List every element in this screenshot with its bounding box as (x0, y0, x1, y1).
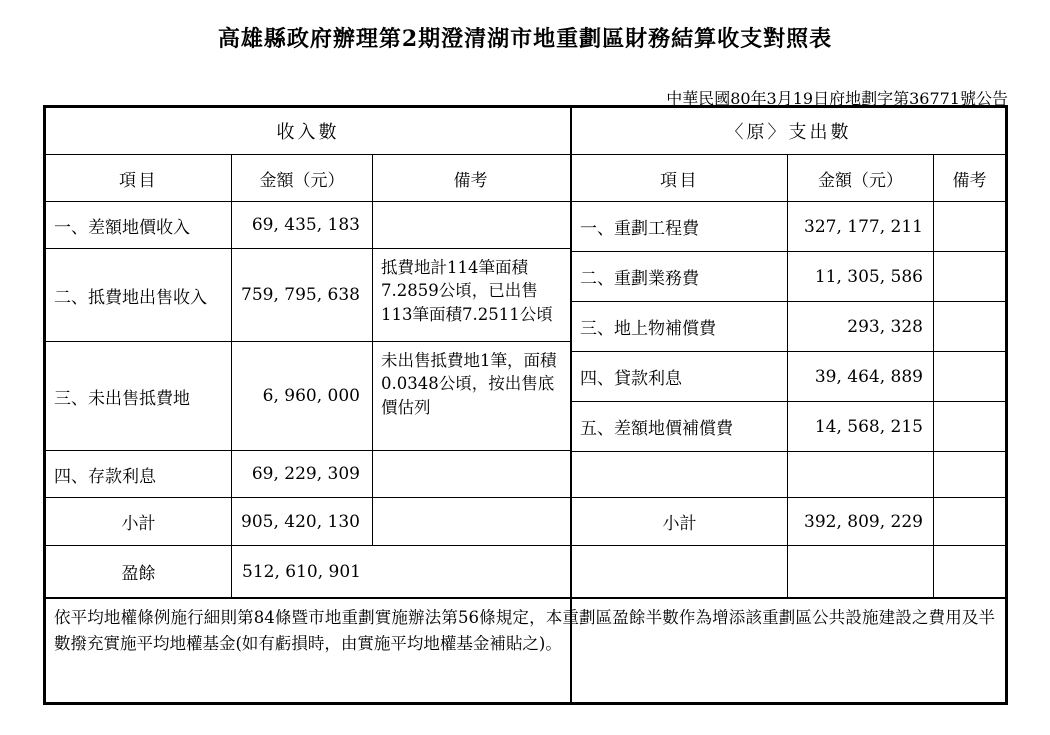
expenditure-trailing-item (572, 546, 788, 597)
income-item-2: 二、抵費地出售收入 (46, 249, 232, 341)
expenditure-trailing-row (572, 546, 1005, 598)
expenditure-subtotal-amount: 392, 809, 229 (788, 498, 934, 545)
expenditure-item-4: 四、貸款利息 (572, 352, 788, 401)
income-subtotal-amount: 905, 420, 130 (232, 498, 373, 545)
table-row (46, 342, 570, 451)
income-subtotal-label: 小計 (46, 498, 232, 545)
income-col-amount: 金額（元） (232, 155, 373, 201)
expenditure-amount-5: 14, 568, 215 (788, 402, 934, 451)
expenditure-band-header: 〈原〉支出數 (725, 122, 852, 143)
expenditure-blank-row (572, 452, 1005, 498)
expenditure-band-header-row (572, 108, 1005, 155)
table-row (572, 352, 1005, 402)
footnote-cell (46, 598, 1005, 702)
expenditure-blank-amount (788, 452, 934, 497)
expenditure-subtotal-row (572, 498, 1005, 546)
expenditure-amount-4: 39, 464, 889 (788, 352, 934, 401)
expenditure-amount-3: 293, 328 (788, 302, 934, 351)
expenditure-amount-2: 11, 305, 586 (788, 252, 934, 301)
table-row (572, 202, 1005, 252)
expenditure-remark-5 (934, 402, 1005, 451)
income-amount-4: 69, 229, 309 (232, 451, 373, 497)
expenditure-column-header-row (572, 155, 1005, 202)
income-col-remark: 備考 (453, 170, 488, 191)
income-remark-2 (373, 249, 568, 341)
table-row (46, 451, 570, 498)
expenditure-col-amount: 金額（元） (788, 155, 934, 201)
income-remark-3 (373, 342, 568, 450)
income-amount-3: 6, 960, 000 (232, 342, 373, 450)
expenditure-col-item: 項目 (572, 155, 788, 201)
income-item-1: 一、差額地價收入 (46, 202, 232, 248)
surplus-amount: 512, 610, 901 (242, 561, 361, 582)
expenditure-subtotal-remark (934, 498, 1005, 545)
expenditure-trailing-amount (788, 546, 934, 597)
expenditure-trailing-remark (934, 546, 1005, 597)
income-amount-2: 759, 795, 638 (232, 249, 373, 341)
table-row (46, 249, 570, 342)
income-subtotal-row (46, 498, 570, 546)
income-column-header-row (46, 155, 570, 202)
expenditure-item-3: 三、地上物補償費 (572, 302, 788, 351)
income-subtotal-remark (373, 498, 568, 545)
expenditure-remark-2 (934, 252, 1005, 301)
income-band-header-row (46, 108, 570, 155)
expenditure-remark-3 (934, 302, 1005, 351)
expenditure-col-remark: 備考 (952, 170, 987, 191)
expenditure-blank-item (572, 452, 788, 497)
expenditure-item-5: 五、差額地價補償費 (572, 402, 788, 451)
income-item-3: 三、未出售抵費地 (46, 342, 232, 450)
income-remark-4 (373, 451, 568, 497)
expenditure-amount-1: 327, 177, 211 (788, 202, 934, 251)
table-row (572, 302, 1005, 352)
surplus-label: 盈餘 (46, 546, 232, 597)
income-col-item: 項目 (46, 155, 232, 201)
income-band-header: 收入數 (276, 122, 340, 143)
expenditure-subtotal-label: 小計 (572, 498, 788, 545)
income-amount-1: 69, 435, 183 (232, 202, 373, 248)
expenditure-item-2: 二、重劃業務費 (572, 252, 788, 301)
expenditure-remark-4 (934, 352, 1005, 401)
income-remark-3-text: 未出售抵費地1筆，面積0.0348公頃，按出售底價估列 (381, 351, 557, 417)
page-title: 高雄縣政府辦理第2期澄清湖市地重劃區財務結算收支對照表 (217, 26, 833, 52)
financial-settlement-table (43, 105, 1008, 705)
income-item-4: 四、存款利息 (46, 451, 232, 497)
expenditure-blank-remark (934, 452, 1005, 497)
income-remark-1 (373, 202, 568, 248)
expenditure-item-1: 一、重劃工程費 (572, 202, 788, 251)
expenditure-remark-1 (934, 202, 1005, 251)
footnote-text: 依平均地權條例施行細則第84條暨市地重劃實施辦法第56條規定，本重劃區盈餘半數作為增添該重劃區公共設施建設之費用及半數撥充實施平均地權基金(如有虧損時，由實施平均地權基金補貼之)。 (54, 608, 995, 653)
table-row (572, 402, 1005, 452)
surplus-row (46, 546, 570, 598)
table-row (46, 202, 570, 249)
table-row (572, 252, 1005, 302)
announcement-line: 中華民國80年3月19日府地劃字第36771號公告 (666, 89, 1008, 108)
income-remark-2-text: 抵費地計114筆面積7.2859公頃，已出售113筆面積7.2511公頃 (381, 258, 553, 324)
